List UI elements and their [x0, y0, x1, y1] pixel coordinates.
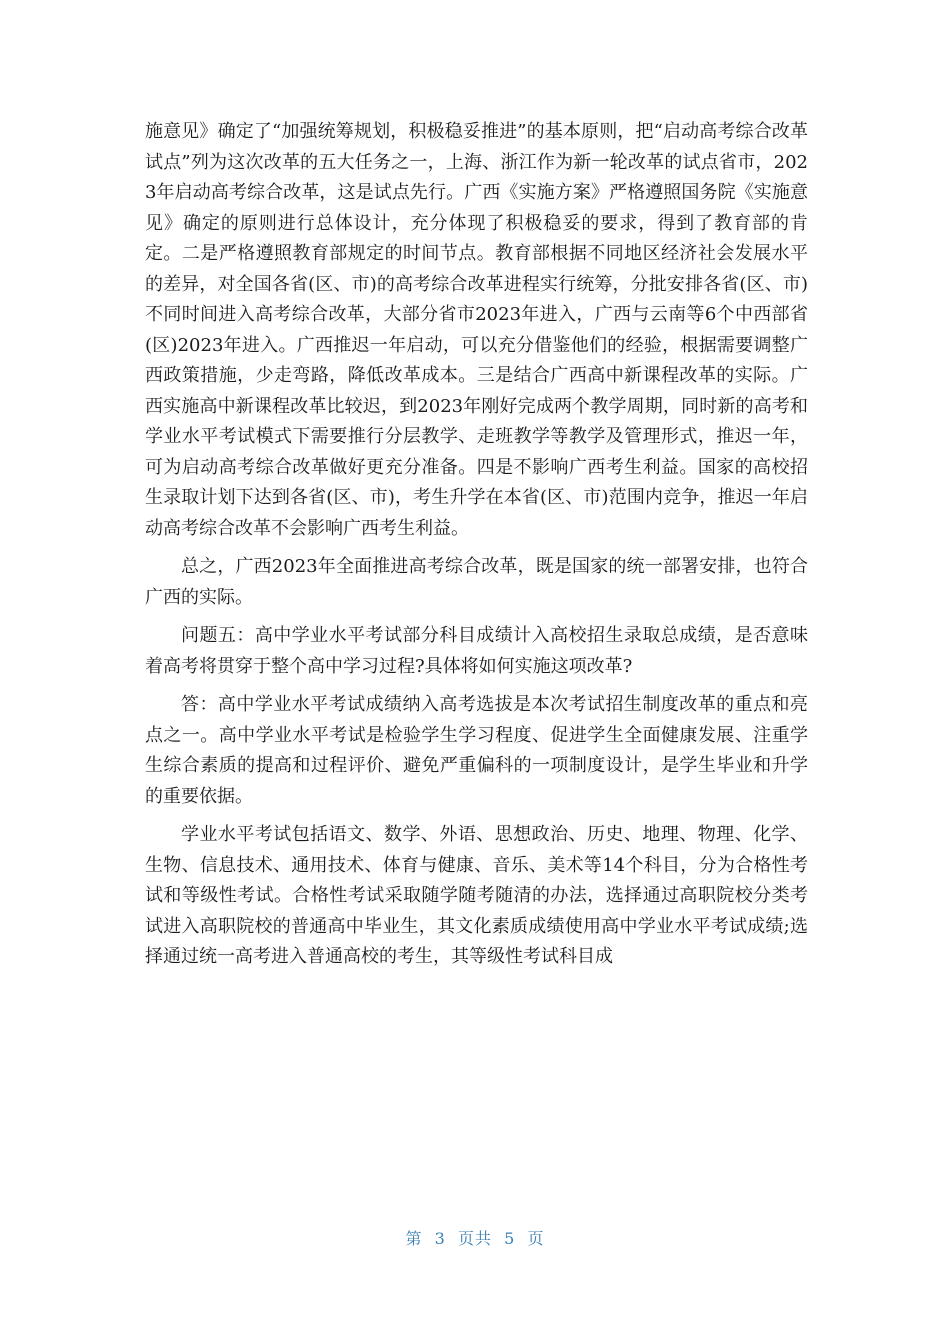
document-body — [145, 117, 808, 973]
paragraph-question-five: 问题五：高中学业水平考试部分科目成绩计入高校招生录取总成绩，是否意味着高考将贯穿于整个高中学习过程?具体将如何实施这项改革? — [145, 625, 808, 677]
paragraph-answer: 答：高中学业水平考试成绩纳入高考选拔是本次考试招生制度改革的重点和亮点之一。高中学业水平考试是检验学生学习程度、促进学生全面健康发展、注重学生综合素质的提高和过程评价、避免严重偏科的一项制度设计，是学生毕业和升学的重要依据。 — [145, 694, 808, 807]
page-number-label: 第 3 页共 5 页 — [405, 1229, 545, 1248]
paragraph-continuation: 施意见》确定了“加强统筹规划，积极稳妥推进”的基本原则，把“启动高考综合改革试点”列为这次改革的五大任务之一，上海、浙江作为新一轮改革的试点省市，2023年启动高考综合改革，这是试点先行。广西《实施方案》严格遵照国务院《实施意见》确定的原则进行总体设计，充分体现了积极稳妥的要求，得到了教育部的肯定。二是严格遵照教育部规定的时间节点。教育部根据不同地区经济社会发展水平的差异，对全国各省(区、市)的高考综合改革进程实行统筹，分批安排各省(区、市)不同时间进入高考综合改革，大部分省市2023年进入，广西与云南等6个中西部省(区)2023年进入。广西推迟一年启动，可以充分借鉴他们的经验，根据需要调整广西政策措施，少走弯路，降低改革成本。三是结合广西高中新课程改革的实际。广西实施高中新课程改革比较迟，到2023年刚好完成两个教学周期，同时新的高考和学业水平考试模式下需要推行分层教学、走班教学等教学及管理形式，推迟一年，可为启动高考综合改革做好更充分准备。四是不影响广西考生利益。国家的高校招生录取计划下达到各省(区、市)，考生升学在本省(区、市)范围内竞争，推迟一年启动高考综合改革不会影响广西考生利益。 — [145, 121, 808, 539]
paragraph-exam-subjects: 学业水平考试包括语文、数学、外语、思想政治、历史、地理、物理、化学、生物、信息技术、通用技术、体育与健康、音乐、美术等14个科目，分为合格性考试和等级性考试。合格性考试采取随学随考随清的办法，选择通过高职院校分类考试进入高职院校的普通高中毕业生，其文化素质成绩使用高中学业水平考试成绩;选择通过统一高考进入普通高校的考生，其等级性考试科目成 — [145, 824, 808, 967]
page-footer — [0, 1226, 950, 1249]
paragraph-summary: 总之，广西2023年全面推进高考综合改革，既是国家的统一部署安排，也符合广西的实际。 — [145, 556, 808, 608]
